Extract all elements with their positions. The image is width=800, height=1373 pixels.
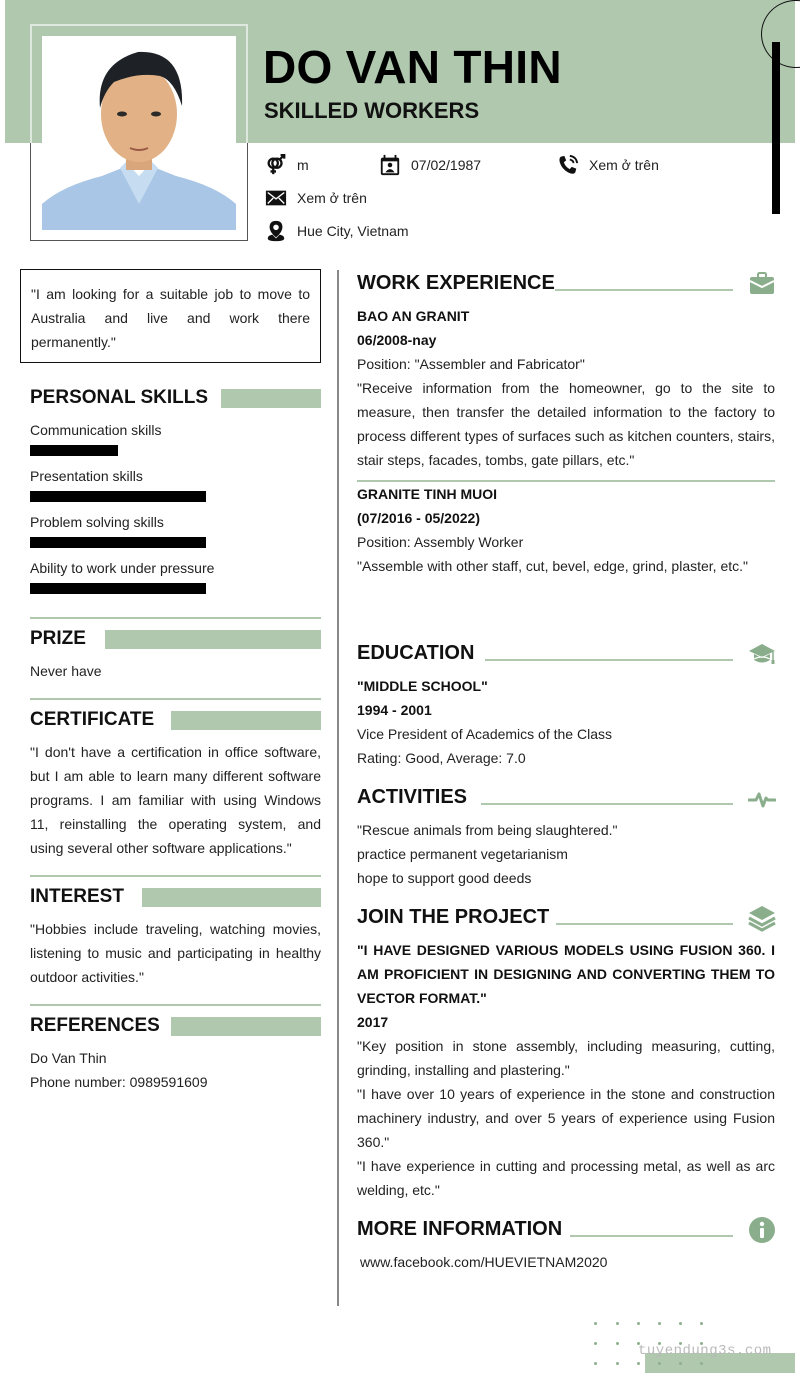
skill-level-bar: [30, 491, 206, 502]
education-role: Vice President of Academics of the Class: [357, 726, 612, 742]
phone-value: Xem ở trên: [589, 157, 659, 173]
location-icon: [265, 220, 287, 242]
reference-phone: Phone number: 0989591609: [30, 1074, 208, 1090]
certificate-text: "I don't have a certification in office software, but I am able to learn many different software programs. I am familiar with using Windows 11, reinstalling the operating system, and using several other software applications.": [30, 744, 321, 856]
section-line: [555, 289, 733, 291]
address-value: Hue City, Vietnam: [297, 223, 409, 239]
section-divider: [30, 617, 321, 619]
certificate-title: CERTIFICATE: [30, 709, 155, 730]
layers-icon: [748, 904, 776, 932]
contact-email[interactable]: [265, 187, 367, 209]
activity-item: "Rescue animals from being slaughtered.": [357, 822, 618, 838]
job-period: 06/2008-nay: [357, 332, 437, 348]
section-line: [481, 803, 733, 805]
activities-title: ACTIVITIES: [357, 786, 468, 808]
facebook-link[interactable]: www.facebook.com/HUEVIETNAM2020: [360, 1254, 608, 1270]
candidate-name: DO VAN THIN: [263, 41, 562, 93]
job-title: SKILLED WORKERS: [264, 98, 480, 123]
education-rating: Rating: Good, Average: 7.0: [357, 750, 526, 766]
decorative-bar: [772, 42, 780, 214]
career-objective: "I am looking for a suitable job to move to Australia and live and work there permanently.": [20, 269, 321, 363]
section-line: [485, 659, 733, 661]
more-info-title: MORE INFORMATION: [357, 1218, 563, 1240]
section-accent-bar: [171, 711, 321, 730]
section-accent-bar: [105, 630, 321, 649]
job-description: "Receive information from the homeowner, go to the site to measure, then transfer the detailed information to the factory to process different types of surfaces such as kitchen counters, stairs, stair steps, facades, tombs, gate pillars, etc.": [357, 380, 775, 468]
project-title: JOIN THE PROJECT: [357, 906, 550, 928]
job-description: "Assemble with other staff, cut, bevel, edge, grind, plaster, etc.": [357, 558, 748, 574]
skill-label: Problem solving skills: [30, 514, 164, 530]
prize-text: Never have: [30, 663, 102, 679]
skill-level-bar: [30, 537, 206, 548]
project-detail: "Key position in stone assembly, including measuring, cutting, grinding, installing and plastering.": [357, 1038, 775, 1078]
job-company: GRANITE TINH MUOI: [357, 486, 497, 502]
contact-address: [265, 220, 409, 242]
section-accent-bar: [142, 888, 321, 907]
profile-photo: [42, 36, 236, 230]
job-period: (07/2016 - 05/2022): [357, 510, 480, 526]
heartbeat-icon: [748, 785, 776, 813]
graduation-cap-icon: [748, 641, 776, 669]
project-detail: "I have experience in cutting and processing metal, as well as arc welding, etc.": [357, 1158, 775, 1198]
gender-value: m: [297, 157, 309, 173]
briefcase-icon: [748, 270, 776, 298]
column-divider: [337, 270, 339, 1306]
section-divider: [30, 698, 321, 700]
section-divider: [30, 1004, 321, 1006]
education-title: EDUCATION: [357, 642, 475, 664]
gender-icon: [265, 154, 287, 176]
info-icon: [748, 1216, 776, 1244]
section-line: [570, 1235, 733, 1237]
email-value: Xem ở trên: [297, 190, 367, 206]
job-position: Position: "Assembler and Fabricator": [357, 356, 585, 372]
section-accent-bar: [171, 1017, 321, 1036]
interest-title: INTEREST: [30, 886, 124, 907]
education-school: "MIDDLE SCHOOL": [357, 678, 488, 694]
contact-phone[interactable]: [557, 154, 659, 176]
email-icon: [265, 187, 287, 209]
calendar-icon: [379, 154, 401, 176]
section-accent-bar: [221, 389, 321, 408]
project-year: 2017: [357, 1014, 389, 1030]
birthday-value: 07/02/1987: [411, 157, 482, 173]
job-position: Position: Assembly Worker: [357, 534, 524, 550]
skill-level-bar: [30, 583, 206, 594]
section-divider: [30, 875, 321, 877]
skill-label: Presentation skills: [30, 468, 143, 484]
project-name: "I HAVE DESIGNED VARIOUS MODELS USING FUSION 360. I AM PROFICIENT IN DESIGNING AND CONVERTING THEM TO VECTOR FORMAT.": [357, 942, 775, 1006]
prize-title: PRIZE: [30, 628, 86, 649]
activity-item: hope to support good deeds: [357, 870, 532, 886]
section-line: [556, 923, 733, 925]
activity-item: practice permanent vegetarianism: [357, 846, 568, 862]
personal-skills-title: PERSONAL SKILLS: [30, 387, 209, 408]
work-experience-title: WORK EXPERIENCE: [357, 272, 555, 294]
project-detail: "I have over 10 years of experience in the stone and construction machinery industry, and over 5 years of experience using Fusion 360.": [357, 1086, 775, 1150]
reference-name: Do Van Thin: [30, 1050, 107, 1066]
contact-birthday: [379, 154, 481, 176]
education-period: 1994 - 2001: [357, 702, 432, 718]
contact-gender: [265, 154, 309, 176]
watermark: tuyendung3s.com: [638, 1343, 772, 1359]
references-title: REFERENCES: [30, 1015, 160, 1036]
interest-text: "Hobbies include traveling, watching movies, listening to music and participating in healthy outdoor activities.": [30, 921, 321, 985]
skill-label: Communication skills: [30, 422, 162, 438]
skill-level-bar: [30, 445, 118, 456]
portrait-illustration: [42, 36, 236, 230]
skill-label: Ability to work under pressure: [30, 560, 215, 576]
job-company: BAO AN GRANIT: [357, 308, 470, 324]
phone-icon: [557, 154, 579, 176]
